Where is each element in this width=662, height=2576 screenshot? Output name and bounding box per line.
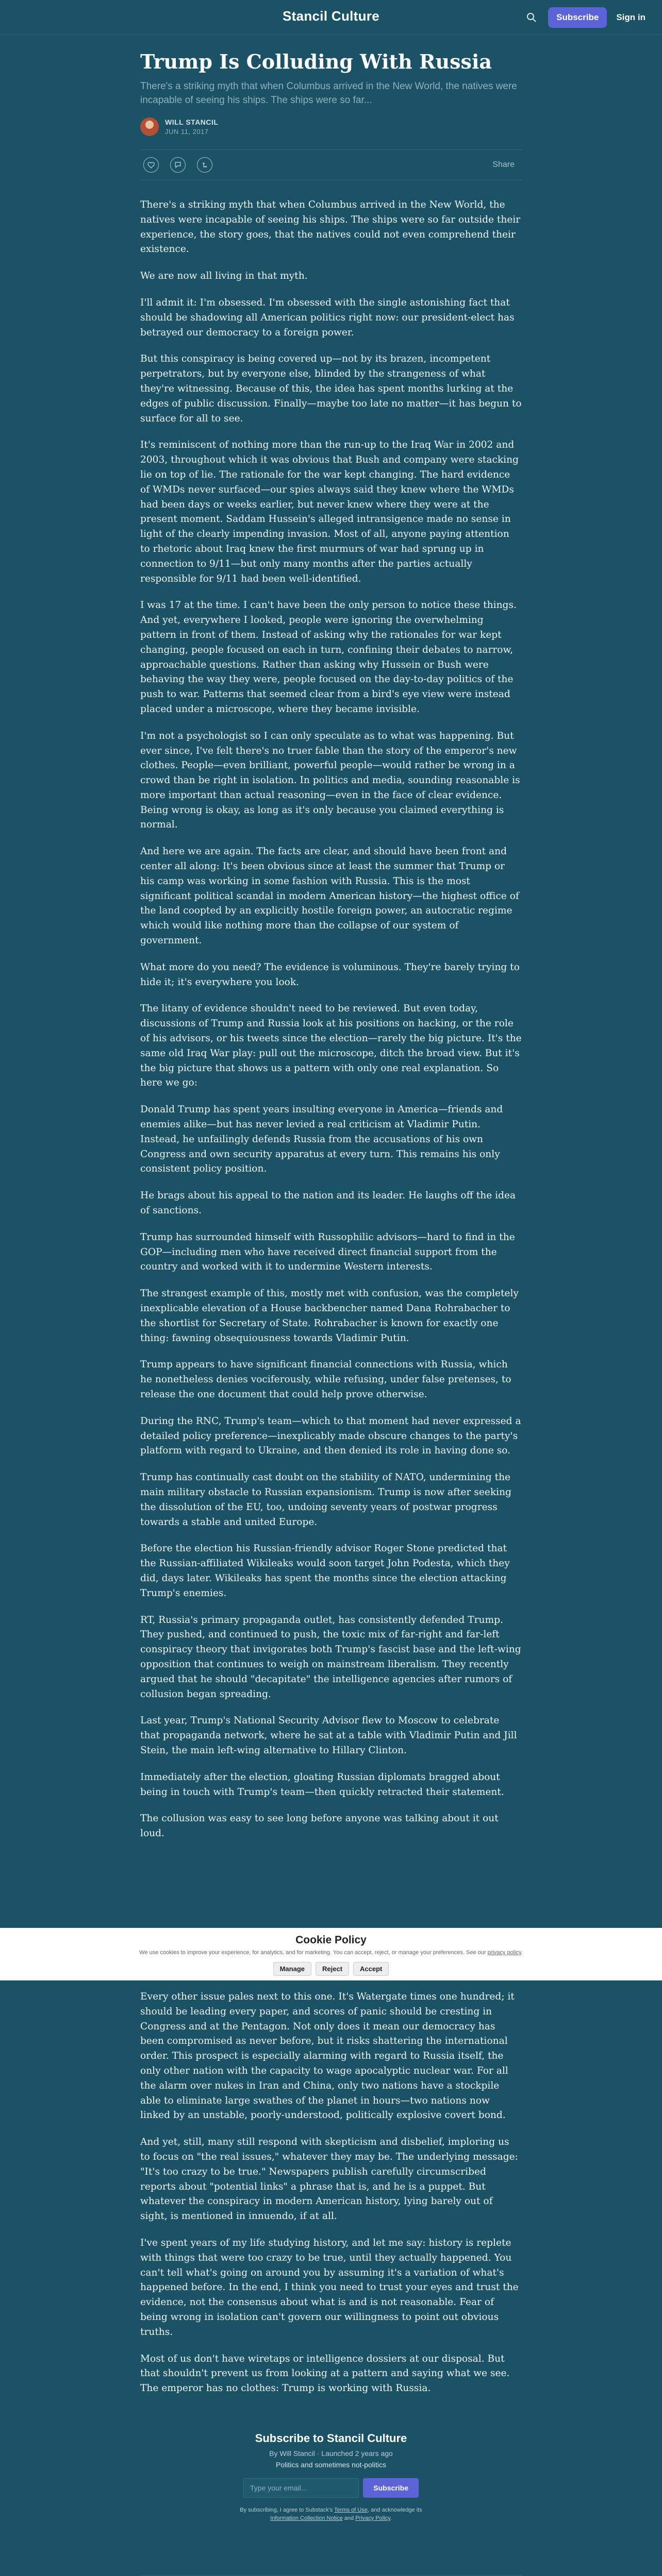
subscribe-heading: Subscribe to Stancil Culture [255,2432,407,2445]
body-paragraph: Immediately after the election, gloating Russian diplomats bragged about being in touch with Trump's team—then quickly retracted their statement. [140,1771,504,1798]
cookie-description: We use cookies to improve your experience, for analytics, and for marketing. You can accept, reject, or manage your preferences. See our privacy policy. [139,1950,523,1956]
body-paragraph: He brags about his appeal to the nation and its leader. He laughs off the idea of sanctions. [140,1190,516,1216]
body-paragraph: I've spent years of my life studying history, and let me say: history is replete with things that were too crazy to be true, until they actually happened. You can't tell what's going on around you by assuming it's a variation of what's happened before. In the end, I think you need to trust your eyes and trust the evidence, not the consensus about what is and is not reasonable. Fear of being wrong in isolation can't govern our willingness to point out obvious truths. [140,2237,519,2337]
body-paragraph: And yet, still, many still respond with skepticism and disbelief, imploring us to focus on "the real issues," whatever they may be. The underlying message: "It's too crazy to be true." Newspapers publish carefully circumscribed reports about "potential links" a phrase that is, and he is a puppet. But whatever the conspiracy in modern American history, lying barely out of sight, is mentioned in innuendo, if at all. [140,2137,518,2222]
subscribe-description: Politics and sometimes not-politics [276,2461,386,2469]
body-paragraph: It's reminiscent of nothing more than the run-up to the Iraq War in 2002 and 2003, throughout which it was obvious that Bush and company were stacking lie on top of lie. The rationale for the war kept changing. The hard evidence of WMDs never surfaced—our spies always said they knew where the WMDs had been days or weeks earlier, but never knew where they were at the present moment. Saddam Hussein's alleged intransigence made no sense in light of the clearly impending invasion. Most of all, anyone paying attention to rhetoric about Iraq knew the first murmurs of war had sprung up in connection to 9/11—but only many months after the parties actually responsible for 9/11 had been well-identified. [140,439,519,584]
body-paragraph: The collusion was easy to see long before anyone was talking about it out loud. [140,1813,499,1839]
body-paragraph: During the RNC, Trump's team—which to that moment had never expressed a detailed policy preference—inexplicably made obscure changes to the party's platform with regard to Ukraine, and then denied its role in having done so. [140,1415,521,1456]
body-paragraph: Before the election his Russian-friendly advisor Roger Stone predicted that the Russian-affiliated Wikileaks would soon target John Podesta, which they did, days later. Wikileaks has spent the months since the election attacking Trump's enemies. [140,1543,510,1599]
body-paragraph: The strangest example of this, mostly met with confusion, was the completely inexplicable elevation of a House backbencher named Dana Rohrabacher to the shortlist for Secretary of State. Rohrabacher is known for exactly one thing: fawning obsequiousness towards Vladimir Putin. [140,1288,519,1344]
post-subtitle: There's a striking myth that when Columbus arrived in the New World, the natives were incapable of seeing his ships. The ships were so far... [140,81,517,106]
search-icon[interactable] [524,10,539,25]
body-paragraph: I was 17 at the time. I can't have been the only person to notice these things. And yet, everywhere I looked, people were ignoring the overwhelming pattern in front of them. Instead of asking why the rationales for war kept changing, people focused on each in turn, confining their debates to narrow, approachable questions. Rather than asking why Hussein or Bush were behaving the way they were, people focused on the day-to-day politics of the push to war. Patterns that seemed clear from a bird's eye view were instead placed under a microscope, where they became invisible. [140,600,517,715]
cookie-title: Cookie Policy [295,1934,367,1946]
post-date: JUN 11, 2017 [165,128,209,135]
info-collection-link[interactable]: Information Collection Notice [270,2515,343,2521]
cookie-text: We use cookies to improve your experience, for analytics, and for marketing. You can accept, reject, or manage your preferences. See our [139,1950,486,1956]
cookie-accept-button[interactable]: Accept [353,1962,389,1976]
body-paragraph: And here we are again. The facts are clear, and should have been front and center all along: It's been obvious since at least the summer that Trump or his camp was working in some fashion with Russia. This is the most significant political scandal in modern American history—the highest office of the land coopted by an explicitly hostile foreign power, an autocratic regime which would like nothing more than the collapse of our system of government. [140,846,519,946]
privacy-policy-link[interactable]: privacy policy [487,1950,521,1956]
cookie-manage-button[interactable]: Manage [273,1962,311,1976]
site-title[interactable]: Stancil Culture [283,8,379,24]
body-paragraph: Trump appears to have significant financial connections with Russia, which he nonetheless denies vociferously, while refusing, under false pretenses, to release the one document that could help prove otherwise. [140,1359,511,1400]
byline [140,117,522,136]
body-paragraph: The litany of evidence shouldn't need to be reviewed. But even today, discussions of Trump and Russia look at his positions on hacking, or the role of his advisors, or his tweets since the election—rarely the big picture. It's the same old Iraq War play: pull out the microscope, ditch the broad view. But it's the big picture that shows us a pattern with only one real explanation. So here we go: [140,1003,522,1089]
privacy-link[interactable]: Privacy Policy [355,2515,390,2521]
comment-icon[interactable] [170,157,186,173]
body-paragraph: Donald Trump has spent years insulting everyone in America—friends and enemies alike—but has never levied a real criticism at Vladimir Putin. Instead, he unfailingly defends Russia from the accusations of his own Congress and own security apparatus at every turn. This remains his only consistent policy position. [140,1104,503,1175]
body-paragraph: Most of us don't have wiretaps or intelligence dossiers at our disposal. But that shouldn't prevent us from looking at a pattern and saying what we see. The emperor has no clothes: Trump is working with Russia. [140,2353,510,2394]
body-paragraph: We are now all living in that myth. [140,270,308,282]
body-paragraph: I'll admit it: I'm obsessed. I'm obsessed with the single astonishing fact that should be shadowing all American politics right now: our president-elect has betrayed our democracy to a foreign power. [140,297,515,338]
sign-in-button[interactable]: Sign in [616,12,646,22]
subscribe-legal: By subscribing, I agree to Substack's Terms of Use, and acknowledge its Information Collection Notice and Privacy Policy. [240,2507,422,2521]
body-paragraph: There's a striking myth that when Columbus arrived in the New World, the natives were incapable of seeing his ships. The ships were so far outside their experience, the story goes, that the natives could not even comprehend their existence. [140,199,521,255]
share-button[interactable]: Share [492,160,515,169]
author-avatar[interactable] [140,117,159,136]
cookie-banner [0,1928,662,1980]
body-paragraph: Last year, Trump's National Security Advisor flew to Moscow to celebrate that propaganda network, where he sat at a table with Vladimir Putin and Jill Stein, the main left-wing alternative to Hillary Clinton. [140,1715,517,1756]
subscribe-form-button[interactable]: Subscribe [363,2478,419,2498]
legal-prefix: By subscribing, I agree to Substack's [240,2507,333,2513]
like-icon[interactable] [143,157,159,173]
body-paragraph: What more do you need? The evidence is voluminous. They're barely trying to hide it; it's everywhere you look. [140,961,520,988]
cookie-reject-button[interactable]: Reject [316,1962,349,1976]
body-paragraph: Trump has surrounded himself with Russophilic advisors—hard to find in the GOP—including men who have received direct financial support from the country and worked with it to undermine Western interests. [140,1231,515,1273]
subscribe-widget [140,2432,522,2522]
body-paragraph: But this conspiracy is being covered up—not by its brazen, incompetent perpetrators, but by everyone else, blinded by the strangeness of what they're witnessing. Because of this, the idea has spent months lurking at the edges of public discussion. Finally—maybe too late no matter—it has begun to surface for all to see. [140,353,522,424]
email-input[interactable] [243,2478,359,2498]
subscribe-byline: By Will Stancil · Launched 2 years ago [269,2449,393,2458]
body-paragraph: RT, Russia's primary propaganda outlet, has consistently defended Trump. They pushed, and continued to push, the toxic mix of far-right and far-left conspiracy theory that invigorates both Trump's fascist base and the left-wing opposition that continues to weigh on mainstream liberalism. They recently argued that he should "decapitate" the intelligence agencies after rumors of collusion began spreading. [140,1614,521,1700]
author-name[interactable]: WILL STANCIL [165,118,219,126]
post-title: Trump Is Colluding With Russia [140,50,492,73]
body-paragraph: I'm not a psychologist so I can only speculate as to what was happening. But ever since, I've felt there's no truer fable than the story of the emperor's new clothes. People—even brilliant, powerful people—would rather be wrong in a crowd than be right in isolation. In politics and media, sounding reasonable is more important than actual reasoning—even in the face of clear evidence. Being wrong is okay, as long as it's only because you claimed everything is normal. [140,730,520,831]
legal-mid: , and acknowledge its [367,2507,422,2513]
post-action-bar [140,149,522,180]
body-paragraph: Trump has continually cast doubt on the stability of NATO, undermining the main military obstacle to Russian expansionism. Trump is now after seeking the dissolution of the EU, too, undoing seventy years of postwar progress towards a stable and united Europe. [140,1472,511,1528]
article [140,49,522,1853]
legal-and: and [344,2515,354,2521]
post-body [140,198,522,1841]
top-actions [524,7,646,28]
top-bar [0,0,662,35]
post-body-continued [140,1990,522,2408]
subscribe-button[interactable]: Subscribe [548,7,607,28]
restack-icon[interactable] [197,157,212,173]
terms-link[interactable]: Terms of Use [334,2507,368,2513]
body-paragraph: Every other issue pales next to this one. It's Watergate times one hundred; it should be leading every paper, and scores of panic should be cresting in Congress and at the Pentagon. Not only does it mean our democracy has been compromised as never before, but it risks shattering the international order. This prospect is especially alarming with regard to Russia itself, the only other nation with the capacity to wage apocalyptic nuclear war. For all the alarm over nukes in Iran and China, only two nations have a stockpile able to eliminate large swathes of the planet in hours—two nations now linked by an unstable, poorly-understood, politically explosive covert bond. [140,1991,515,2121]
